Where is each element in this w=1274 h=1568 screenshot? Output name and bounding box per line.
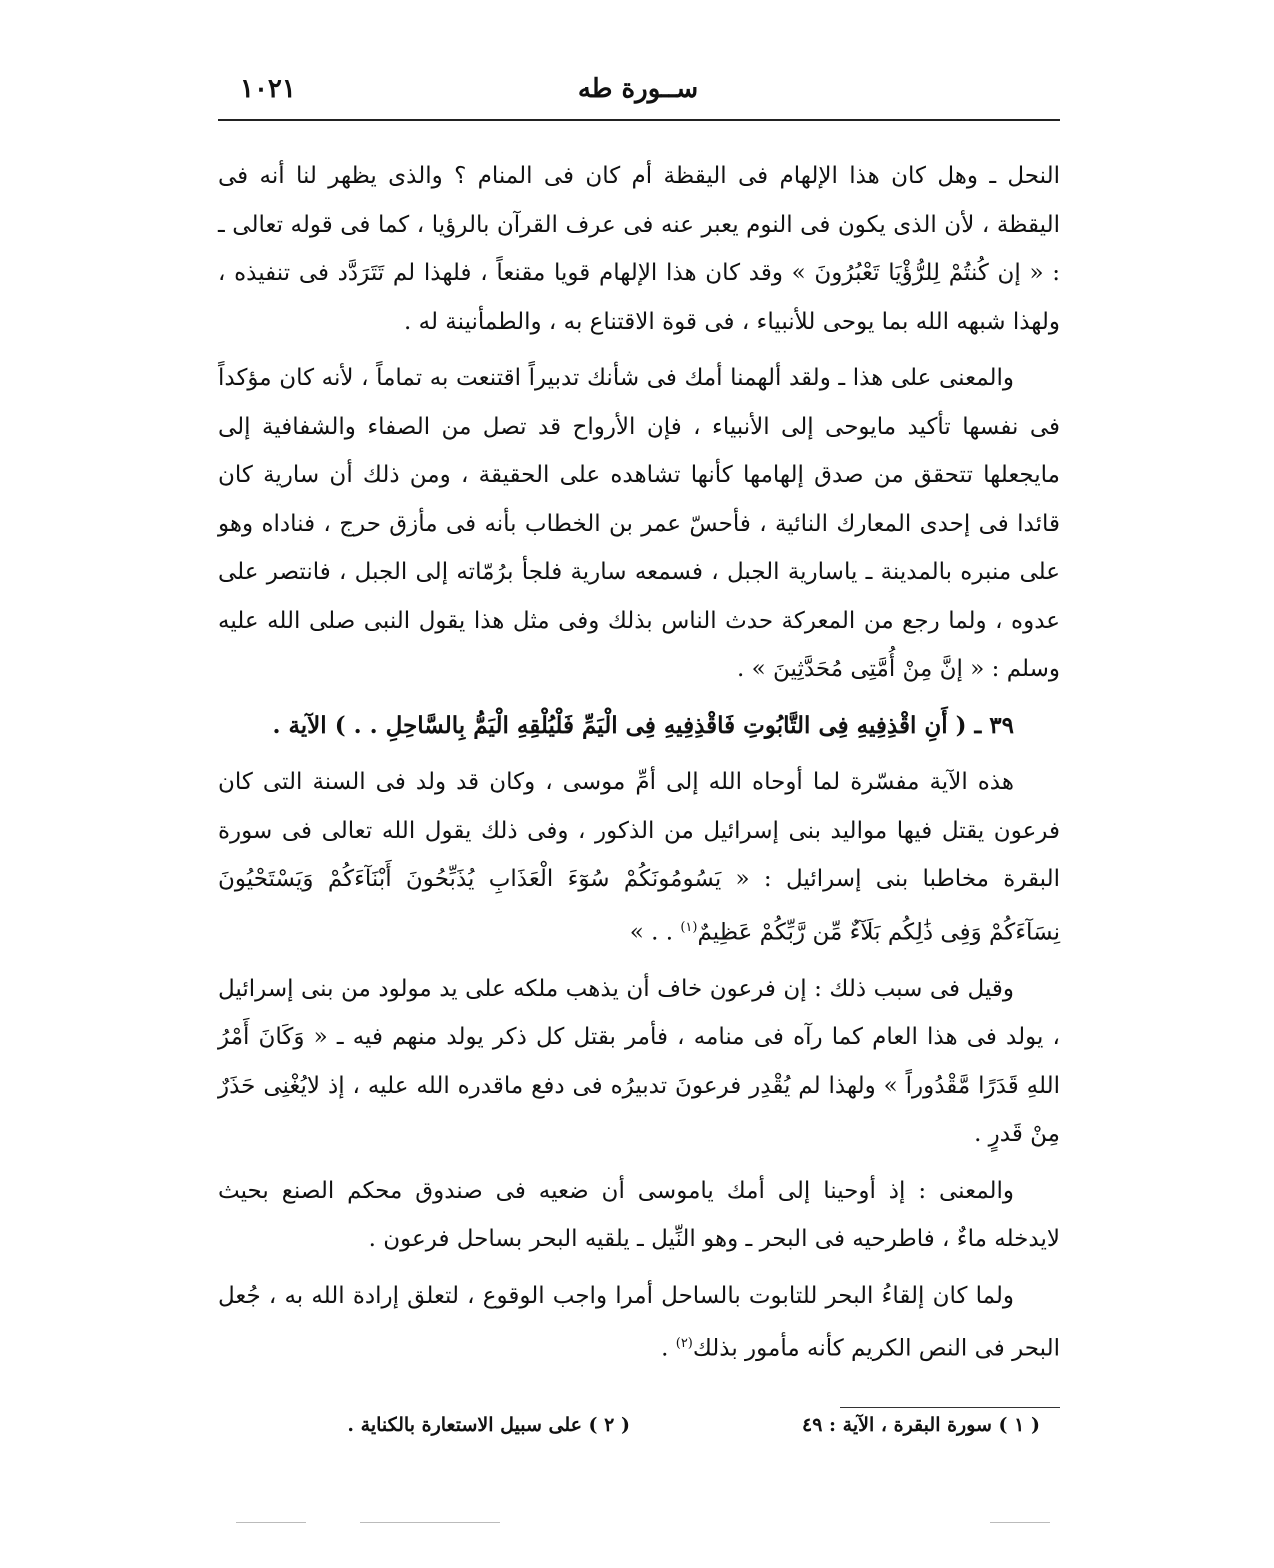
- verse-heading-39: ٣٩ ـ ( أَنِ اقْذِفِيهِ فِى التَّابُوتِ فَاقْذِفِيهِ فِى الْيَمِّ فَلْيُلْقِهِ الْيَمُّ بِالسَّاحِلِ . . ) الآية .: [272, 711, 1014, 739]
- footnote-1: ( ١ ) سورة البقرة ، الآية : ٤٩: [802, 1414, 1040, 1436]
- footnote-marker-1: (١): [680, 919, 698, 935]
- paragraph-3: [218, 758, 1060, 957]
- paragraph-3-text: هذه الآية مفسّرة لما أوحاه الله إلى أمِّ موسى ، وكان قد ولد فى السنة التى كان فرعون يقتل فيها مواليد بنى إسرائيل من الذكور ، وفى ذلك يقول الله تعالى فى سورة البقرة مخاطبا بنى إسرائيل : « يَسُومُونَكُمْ سُوٓءَ الْعَذَابِ يُذَبِّحُونَ أَبْنَآءَكُمْ وَيَسْتَحْيُونَ نِسَآءَكُمْ وَفِى ذَٰلِكُم بَلَآءٌ مِّن رَّبِّكُمْ عَظِيمٌ: [218, 769, 1060, 946]
- paragraph-6-text: ولما كان إلقاءُ البحر للتابوت بالساحل أمرا واجب الوقوع ، لتعلق إرادة الله به ، جُعل البحر فى النص الكريم كأنه مأمور بذلك: [218, 1282, 1060, 1362]
- page-number: ١٠٢١: [240, 74, 296, 104]
- header-divider: [218, 119, 1060, 121]
- main-text: [218, 152, 1060, 1381]
- surah-title: ســورة طه: [577, 74, 699, 104]
- scan-edge-mark-center: [360, 1522, 500, 1523]
- footnotes: [300, 1414, 1040, 1448]
- paragraph-4: وقيل فى سبب ذلك : إن فرعون خاف أن يذهب ملكه على يد مولود من بنى إسرائيل ، يولد فى هذا العام كما رآه فى منامه ، فأمر بقتل كل ذكر يولد منهم فيه ـ « وَكَانَ أَمْرُ اللهِ قَدَرًا مَّقْدُوراً » ولهذا لم يُقْدِر فرعونَ تدبيرُه فى دفع ماقدره الله عليه ، إذ لايُغْنِى حَذَرٌ مِنْ قَدرٍ .: [218, 975, 1060, 1148]
- paragraph-6: [218, 1272, 1060, 1374]
- paragraph-6-tail: .: [661, 1335, 676, 1362]
- footnote-2: ( ٢ ) على سبيل الاستعارة بالكناية .: [347, 1414, 630, 1436]
- footnote-marker-2: (٢): [675, 1336, 693, 1352]
- paragraph-1: النحل ـ وهل كان هذا الإلهام فى اليقظة أم كان فى المنام ؟ والذى يظهر لنا أنه فى اليقظة ، لأن الذى يكون فى النوم يعبر عنه فى عرف القرآن بالرؤيا ، كما فى قوله تعالى ـ : « إن كُنتُمْ لِلرُّؤْيَا تَعْبُرُونَ » وقد كان هذا الإلهام قويا مقنعاً ، فلهذا لم تَتَرَدَّد فى تنفيذه ، ولهذا شبهه الله بما يوحى للأنبياء ، فى قوة الاقتناع به ، والطمأنينة له .: [218, 163, 1060, 335]
- paragraph-2: والمعنى على هذا ـ ولقد ألهمنا أمك فى شأنك تدبيراً اقتنعت به تماماً ، لأنه كان مؤكداً فى نفسها تأكيد مايوحى إلى الأنبياء ، فإن الأرواح قد تصل من الصفاء والشفافية إلى مايجعلها تتحقق من صدق إلهامها كأنها تشاهده على الحقيقة ، ومن ذلك أن سارية كان قائدا فى إحدى المعارك النائية ، فأحسّ عمر بن الخطاب بأنه فى مأزق حرج ، فناداه وهو على منبره بالمدينة ـ ياسارية الجبل ، فسمعه سارية فلجأ برُمّاته إلى الجبل ، فانتصر على عدوه ، ولما رجع من المعركة حدث الناس بذلك وفى مثل هذا يقول النبى صلى الله عليه وسلم : « إنَّ مِنْ أُمَّتِى مُحَدَّثِينَ » .: [218, 365, 1060, 682]
- scan-edge-mark-left: [236, 1522, 306, 1523]
- page-header: [218, 72, 1058, 116]
- scan-edge-mark-right: [990, 1522, 1050, 1523]
- footnote-divider: [840, 1407, 1060, 1408]
- paragraph-5: والمعنى : إذ أوحينا إلى أمك ياموسى أن ضعيه فى صندوق محكم الصنع بحيث لايدخله ماءٌ ، فاطرحيه فى البحر ـ وهو النِّيل ـ يلقيه البحر بساحل فرعون .: [218, 1177, 1060, 1253]
- paragraph-3-tail: . . »: [629, 919, 681, 946]
